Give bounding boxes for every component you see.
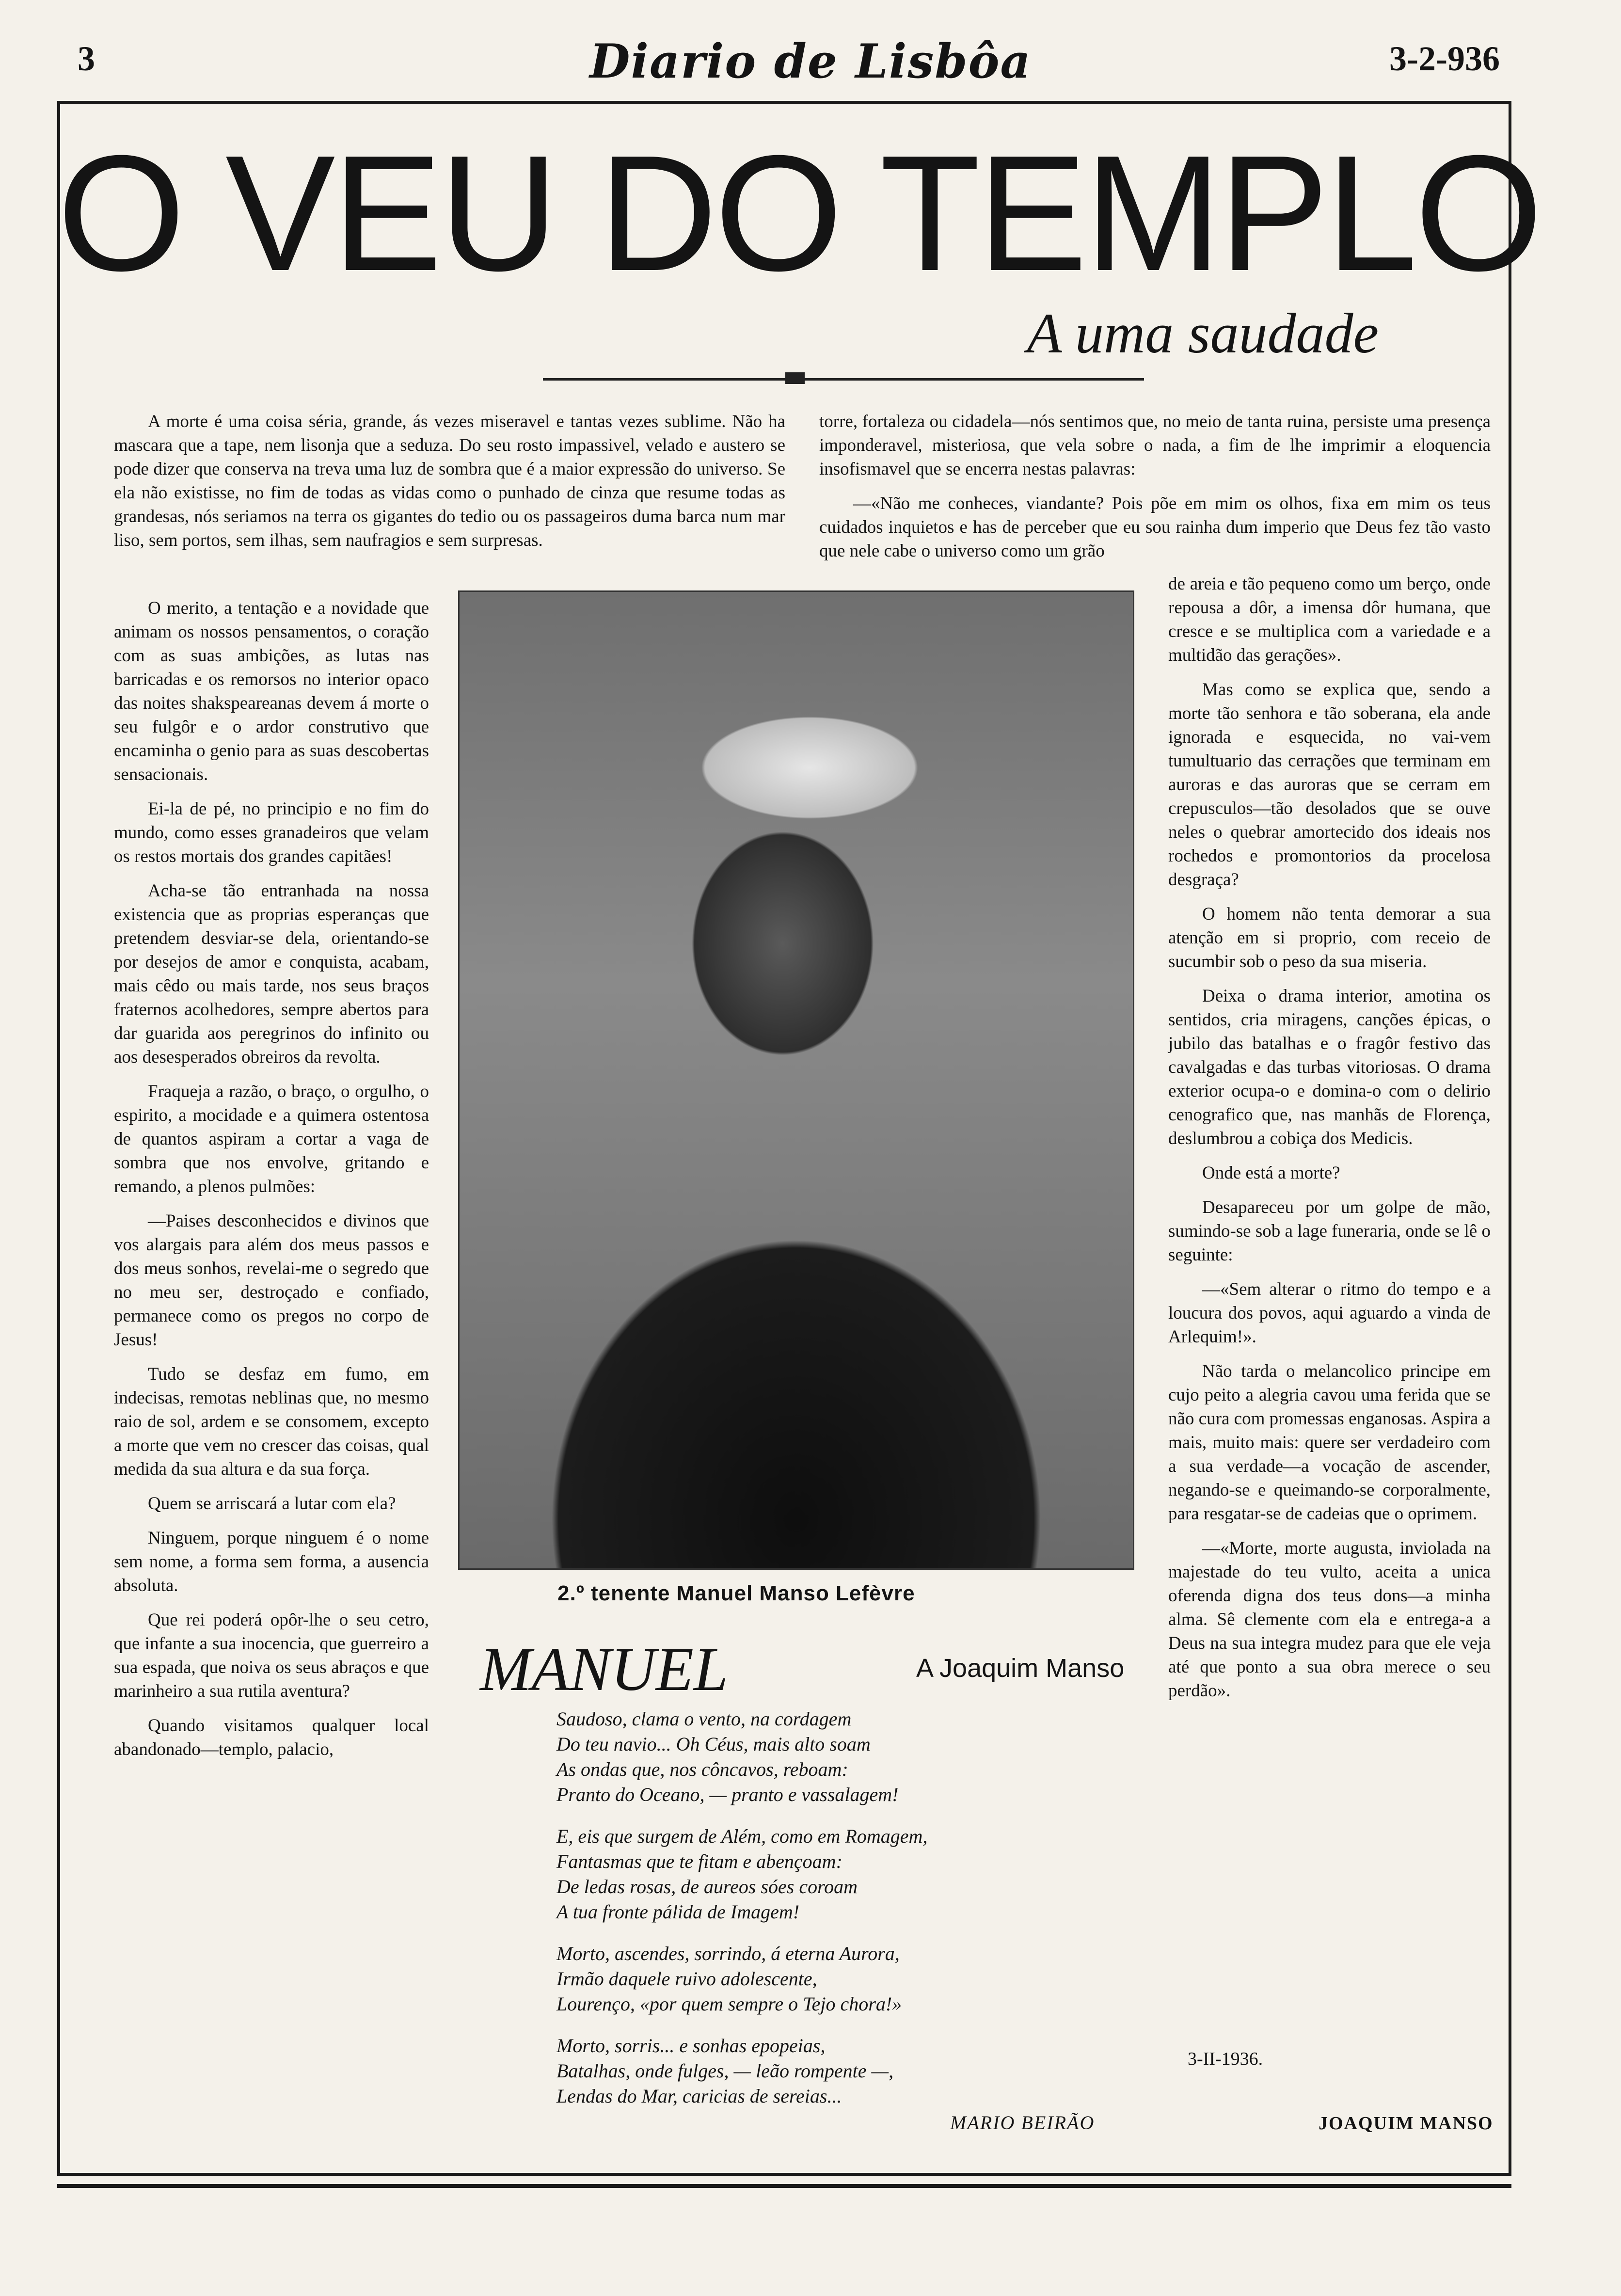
poem-line: Saudoso, clama o vento, na cordagem [556, 1708, 852, 1730]
poem-line: Irmão daquele ruivo adolescente, [556, 1968, 817, 1990]
poem-line: Lendas do Mar, caricias de sereias... [556, 2085, 842, 2107]
poem-stanza [556, 1824, 1138, 1925]
poem-line: A tua fronte pálida de Imagem! [556, 1901, 800, 1923]
poem-line: Pranto do Oceano, — pranto e vassalagem! [556, 1784, 899, 1805]
article-left-column [114, 596, 429, 1772]
poem-line: As ondas que, nos côncavos, reboam: [556, 1758, 848, 1780]
article-continuation-top [819, 410, 1491, 574]
paragraph: de areia e tão pequeno como um berço, onde repousa a dôr, a imensa dôr humana, que cresce e se multiplica com a variedade e a multidão das gerações». [1168, 574, 1491, 665]
paragraph: —«Não me conheces, viandante? Pois põe em mim os olhos, fixa em mim os teus cuidados inquietos e has de perceber que eu sou rainha dum imperio que Deus fez tão vasto que nele cabe o universo como um grão [819, 494, 1491, 561]
poem-line: Morto, sorris... e sonhas epopeias, [556, 2035, 826, 2057]
poem-line: Fantasmas que te fitam e abençoam: [556, 1850, 842, 1872]
page-number: 3 [78, 39, 95, 78]
paragraph: O homem não tenta demorar a sua atenção em si proprio, com receio de sucumbir sob o peso da sua miseria. [1168, 904, 1491, 972]
portrait-photo [458, 590, 1134, 1570]
paragraph: Quando visitamos qualquer local abandonado—templo, palacio, [114, 1716, 429, 1759]
poem-stanza [556, 1706, 1138, 1807]
paragraph: Ei-la de pé, no principio e no fim do mundo, como esses granadeiros que velam os restos mortais dos grandes capitães! [114, 799, 429, 866]
paragraph: Mas como se explica que, sendo a morte tão senhora e tão soberana, ela ande ignorada e esquecida, no vai-vem tumultuario das cerrações que terminam em auroras e das auroras que se cerram em crepusculos—tão desolados que se ouve neles o quebrar amortecido dos ideais nos rochedos e promontorios da procelosa desgraça? [1168, 680, 1491, 890]
issue-date: 3-2-936 [1389, 39, 1500, 78]
paragraph: Fraqueja a razão, o braço, o orgulho, o espirito, a mocidade e a quimera ostentosa de quantos aspiram a cortar a vaga de sombra que nos envolve, gritando e remando, a plenos pulmões: [114, 1082, 429, 1196]
paragraph: Ninguem, porque ninguem é o nome sem nome, a forma sem forma, a ausencia absoluta. [114, 1528, 429, 1595]
paragraph: —«Morte, morte augusta, inviolada na majestade do teu vulto, aceita a unica oferenda digna dos teus dons—a minha alma. Sê clemente com ela e entrega-a a Deus na sua integra mudez para que ele veja até que ponto a sua obra merece o seu perdão». [1168, 1538, 1491, 1701]
paragraph: Quem se arriscará a lutar com ela? [148, 1494, 396, 1514]
poem-line: Batalhas, onde fulges, — leão rompente —, [556, 2060, 894, 2082]
headline: O VEU DO TEMPLO [57, 121, 1540, 305]
poem-dedication: A Joaquim Manso [916, 1654, 1125, 1683]
poem-title: MANUEL [480, 1635, 728, 1704]
paragraph: Deixa o drama interior, amotina os sentidos, cria miragens, canções épicas, o jubilo das batalhas e o fragôr festivo das cavalgadas e das turbas vitoriosas. O drama exterior ocupa-o e domina-o com o delirio cenografico que, nas manhãs de Florença, deslumbrou a cobiça dos Medicis. [1168, 986, 1491, 1148]
poem-author: MARIO BEIRÃO [950, 2112, 1095, 2134]
ornament-rule [543, 378, 1144, 381]
poem-body [556, 1706, 1138, 2125]
newspaper-title: Diario de Lisbôa [589, 34, 1032, 89]
paragraph: O merito, a tentação e a novidade que animam os nossos pensamentos, o coração com as suas ambições, as lutas nas barricadas e os remorsos no interior opaco das noites shakspeareanas devem á morte o seu fulgôr e o ardor construtivo que encaminha o genio para as suas descobertas sensacionais. [114, 598, 429, 784]
paragraph: Não tarda o melancolico principe em cujo peito a alegria cavou uma ferida que se não cura com promessas enganosas. Aspira a mais, muito mais: quere ser verdadeiro com a sua verdade—a vocação de ascender, negando-se e queimando-se corporalmente, para resgatar-se de cadeias que o oprimem. [1168, 1361, 1491, 1524]
paragraph: Desapareceu por um golpe de mão, sumindo-se sob a lage funeraria, onde se lê o seguinte: [1168, 1197, 1491, 1265]
paragraph: Onde está a morte? [1202, 1163, 1340, 1183]
paragraph: torre, fortaleza ou cidadela—nós sentimos que, no meio de tanta ruina, persiste uma presença imponderavel, misteriosa, que vela sobre o nada, a fim de lhe imprimir a eloquencia insofismavel que se encerra nestas palavras: [819, 412, 1491, 479]
bottom-rule [57, 2184, 1511, 2188]
subtitle: A uma saudade [1027, 302, 1379, 365]
poem-line: Morto, ascendes, sorrindo, á eterna Aurora, [556, 1943, 900, 1964]
poem-line: Lourenço, «por quem sempre o Tejo chora!» [556, 1993, 902, 2015]
article-dateline: 3-II-1936. [1188, 2049, 1263, 2069]
paragraph: Tudo se desfaz em fumo, em indecisas, remotas neblinas que, no mesmo raio de sol, ardem e se consomem, excepto a morte que vem no crescer das coisas, qual medida da sua altura e da sua força. [114, 1364, 429, 1479]
paragraph: Que rei poderá opôr-lhe o seu cetro, que infante a sua inocencia, que guerreiro a sua espada, que noiva os seus abraços e que marinheiro a sua rutila aventura? [114, 1610, 429, 1701]
ornament-mark [785, 372, 805, 384]
poem-line: E, eis que surgem de Além, como em Romagem, [556, 1825, 928, 1847]
poem-line: Do teu navio... Oh Céus, mais alto soam [556, 1733, 871, 1755]
article-signature: JOAQUIM MANSO [1319, 2113, 1494, 2134]
article-right-column [1168, 572, 1491, 1713]
paragraph: Acha-se tão entranhada na nossa existencia que as proprias esperanças que pretendem desviar-se dela, orientando-se por desejos de amor e conquista, acabam, mais cêdo ou mais tarde, nos seus braços fraternos acolhedores, sempre abertos para dar guarida aos peregrinos do infinito ou aos desesperados obreiros da revolta. [114, 881, 429, 1067]
paragraph: A morte é uma coisa séria, grande, ás vezes miseravel e tantas vezes sublime. Não ha mascara que a tape, nem lisonja que a seduza. Do seu rosto impassivel, velado e austero se pode dizer que conserva na treva uma luz de sombra que é a maior expressão do universo. Se ela não existisse, no fim de todas as vidas como o punhado de cinza que resume todas as grandesas, nós seriamos na terra os gigantes do tedio ou os passageiros duma barca num mar liso, sem portos, sem ilhas, sem naufragios e sem surpresas. [114, 412, 785, 550]
poem-stanza [556, 2033, 1138, 2109]
poem-stanza [556, 1941, 1138, 2017]
photo-caption: 2.º tenente Manuel Manso Lefèvre [557, 1581, 915, 1605]
paragraph: —Paises desconhecidos e divinos que vos alargais para além dos meus passos e dos meus sonhos, revelai-me o segredo que no meu ser, destroçado e confiado, permanece como os pregos no corpo de Jesus! [114, 1211, 429, 1350]
article-intro [114, 410, 785, 563]
poem-line: De ledas rosas, de aureos sóes coroam [556, 1876, 858, 1897]
paragraph: —«Sem alterar o ritmo do tempo e a loucura dos povos, aqui aguardo a vinda de Arlequim!». [1168, 1279, 1491, 1347]
